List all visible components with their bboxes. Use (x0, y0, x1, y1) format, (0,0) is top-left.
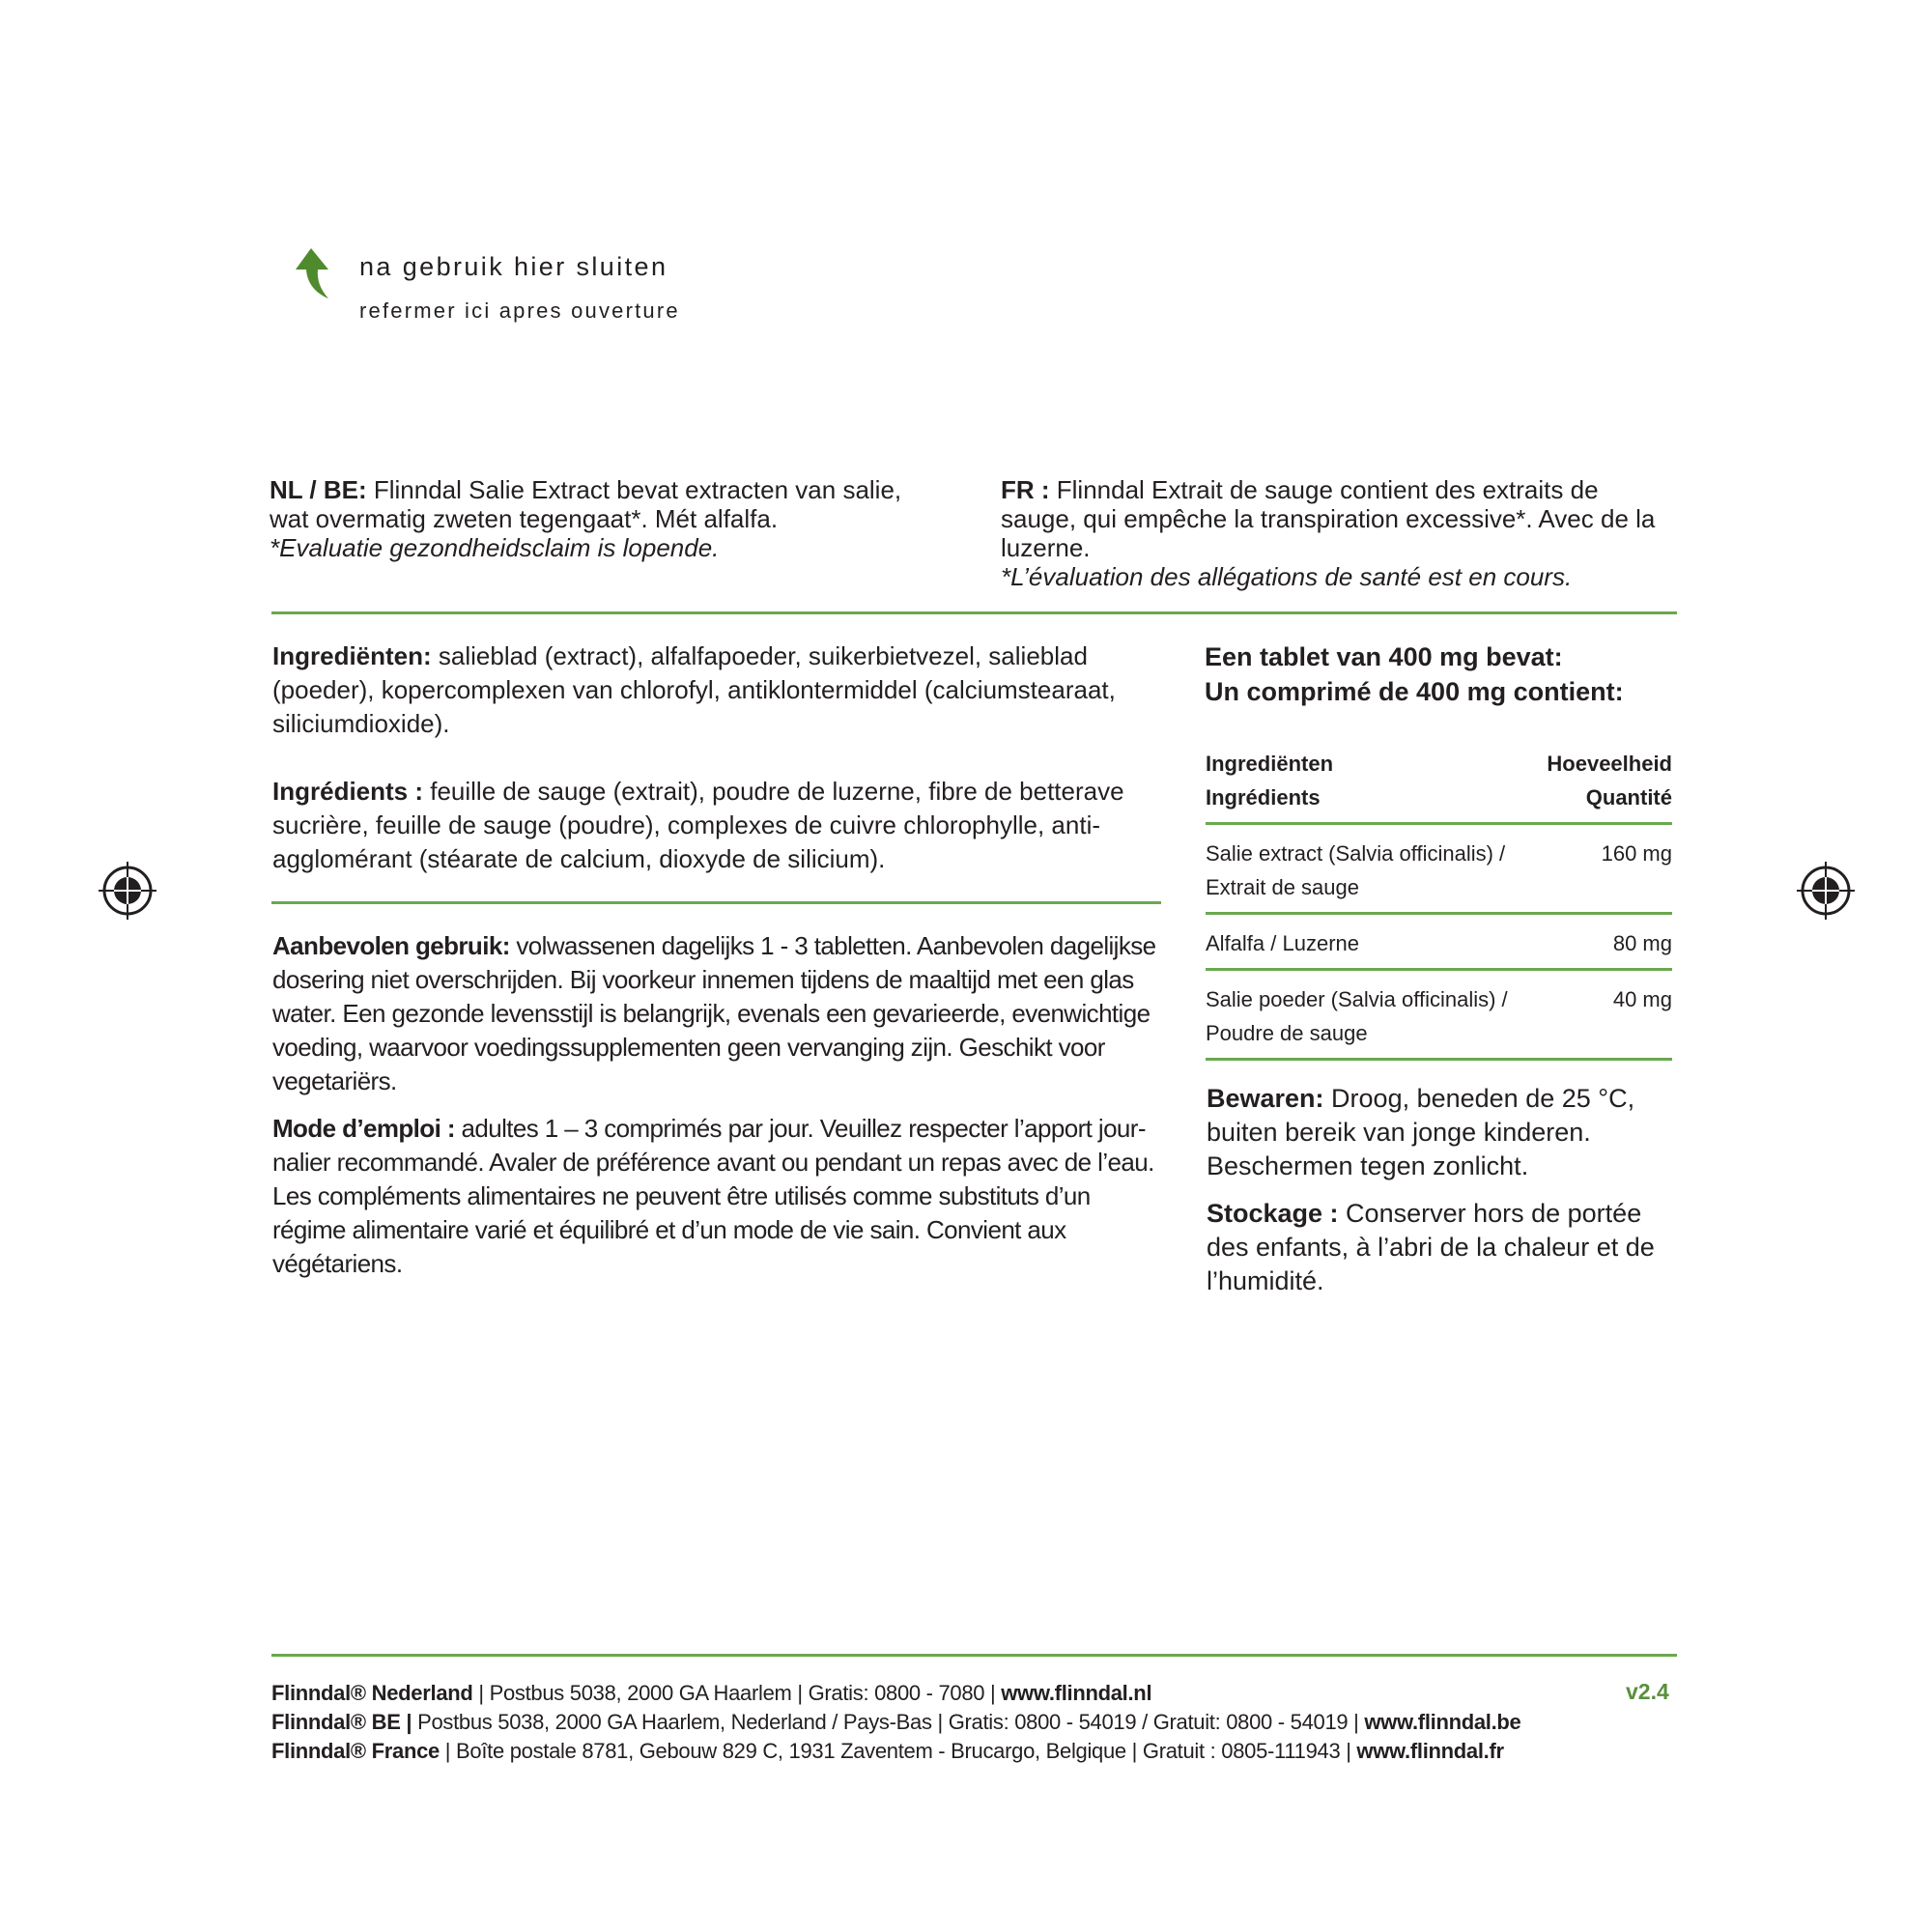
composition-table (1206, 747, 1672, 1061)
ingredients-section (272, 639, 1166, 876)
intro-fr-text: Flinndal Extrait de sauge contient des extraits de sauge, qui empêche la transpiration excessive*. Avec de la luzerne. (1001, 475, 1656, 562)
footer-brand-be: Flinndal® BE | (271, 1710, 412, 1734)
storage-nl-text: Droog, beneden de 25 °C, buiten bereik van jonge kinderen. Beschermen tegen zonlicht. (1207, 1084, 1635, 1180)
column-ingredient-header (1206, 747, 1535, 824)
footer-brand-nl: Flinndal® Nederland (271, 1681, 473, 1705)
composition-table-wrap (1206, 747, 1672, 1061)
ingredients-nl-label: Ingrediënten: (272, 641, 432, 670)
table-row (1206, 824, 1672, 914)
table-header-row (1206, 747, 1672, 824)
column-quantity-nl: Hoeveelheid (1547, 752, 1672, 776)
usage-section (272, 929, 1166, 1281)
ingredients-fr-text: feuille de sauge (extrait), poudre de luzerne, fibre de betterave sucrière, feuille de sauge (poudre), complexes de cuivre chlorophylle, anti-agglomérant (stéarate de calcium, dioxyde de silicium). (272, 777, 1124, 873)
table-cell-ingredient (1206, 914, 1535, 970)
column-quantity-fr: Quantité (1585, 785, 1672, 810)
footer-line-be (271, 1708, 1521, 1737)
curved-arrow-up-icon (290, 246, 332, 300)
ingredients-nl-text: salieblad (extract), alfalfapoeder, suikerbietvezel, salieblad (poeder), kopercomplexen van chlorofyl, antiklontermiddel (calciumstearaat, siliciumdioxide). (272, 641, 1116, 738)
usage-nl-text: volwassenen dagelijks 1 - 3 tabletten. Aanbevolen dagelijkse dosering niet overschrijden. Bij voorkeur innemen tijdens de maaltijd met een glas water. Een gezonde levensstijl is belangrijk, evenals een gevarieerde, evenwichtige voeding, waarvoor voedingssupplementen geen vervanging zijn. Geschikt voor vegetariërs. (272, 931, 1156, 1095)
ingredients-nl (272, 639, 1166, 741)
footer-contacts (271, 1679, 1521, 1766)
registration-mark-right-icon (1795, 860, 1857, 922)
usage-fr (272, 1112, 1166, 1281)
divider-middle (271, 901, 1161, 904)
tablet-heading (1205, 639, 1688, 709)
footer-link-nl[interactable]: www.flinndal.nl (1001, 1681, 1152, 1705)
table-cell-quantity: 160 mg (1601, 841, 1672, 866)
ingredient-name-line2: Poudre de sauge (1206, 1021, 1368, 1045)
table-cell-quantity: 40 mg (1612, 987, 1672, 1011)
footer-line-fr (271, 1737, 1521, 1766)
version-label: v2.4 (1626, 1679, 1669, 1704)
intro-fr (1001, 475, 1658, 591)
intro-nl-text: Flinndal Salie Extract bevat extracten van salie, wat overmatig zweten tegengaat*. Mét alfalfa. (270, 475, 902, 533)
tablet-heading-nl: Een tablet van 400 mg bevat: (1205, 642, 1563, 671)
divider-footer (271, 1654, 1677, 1657)
ingredient-name-line1: Alfalfa / Luzerne (1206, 931, 1359, 955)
table-cell-quantity: 80 mg (1612, 931, 1672, 955)
footer-address-fr: | Boîte postale 8781, Gebouw 829 C, 1931 Zaventem - Brucargo, Belgique | Gratuit : 0805-111943 | (440, 1739, 1357, 1763)
footer-link-fr[interactable]: www.flinndal.fr (1356, 1739, 1504, 1763)
ingredients-fr-label: Ingrédients : (272, 777, 424, 806)
storage-fr-text: Conserver hors de portée des enfants, à l’abri de la chaleur et de l’humidité. (1207, 1199, 1655, 1295)
ingredients-fr (272, 775, 1166, 876)
table-row (1206, 970, 1672, 1060)
intro-fr-note: *L’évaluation des allégations de santé est en cours. (1001, 562, 1573, 591)
intro-fr-label: FR : (1001, 475, 1050, 504)
divider-top (271, 611, 1677, 614)
intro-nl-note: *Evaluatie gezondheidsclaim is lopende. (270, 533, 720, 562)
footer-link-be[interactable]: www.flinndal.be (1364, 1710, 1521, 1734)
column-ingredient-fr: Ingrédients (1206, 785, 1321, 810)
storage-section (1207, 1082, 1670, 1312)
intro-nl (270, 475, 946, 562)
storage-nl-label: Bewaren: (1207, 1084, 1324, 1113)
table-row (1206, 914, 1672, 970)
usage-nl (272, 929, 1166, 1098)
table-cell-ingredient (1206, 970, 1535, 1060)
close-hint-fr: refermer ici apres ouverture (359, 298, 680, 323)
footer-line-nl (271, 1679, 1521, 1708)
tablet-heading-fr: Un comprimé de 400 mg contient: (1205, 677, 1624, 706)
footer-brand-fr: Flinndal® France (271, 1739, 440, 1763)
registration-mark-left-icon (97, 860, 158, 922)
intro-nl-label: NL / BE: (270, 475, 367, 504)
ingredient-name-line1: Salie poeder (Salvia officinalis) / (1206, 987, 1508, 1011)
ingredient-name-line1: Salie extract (Salvia officinalis) / (1206, 841, 1506, 866)
footer-address-nl: | Postbus 5038, 2000 GA Haarlem | Gratis: 0800 - 7080 | (472, 1681, 1002, 1705)
column-quantity-header (1535, 747, 1672, 824)
usage-fr-label: Mode d’emploi : (272, 1114, 455, 1143)
storage-fr-label: Stockage : (1207, 1199, 1339, 1228)
close-hint-nl: na gebruik hier sluiten (359, 252, 668, 281)
storage-fr (1207, 1197, 1670, 1298)
usage-fr-text: adultes 1 – 3 comprimés par jour. Veuillez respecter l’apport jour- nalier recommandé. Avaler de préférence avant ou pendant un repas avec de l’eau. Les compléments alimentaires ne peuvent être utilisés comme substituts d’un régime alimentaire varié et équilibré et d’un mode de vie sain. Convient aux végétariens. (272, 1114, 1154, 1278)
table-cell-ingredient (1206, 824, 1535, 914)
footer-address-be: Postbus 5038, 2000 GA Haarlem, Nederland / Pays-Bas | Gratis: 0800 - 54019 / Gratuit: 0800 - 54019 | (412, 1710, 1365, 1734)
usage-nl-label: Aanbevolen gebruik: (272, 931, 510, 960)
storage-nl (1207, 1082, 1670, 1183)
column-ingredient-nl: Ingrediënten (1206, 752, 1334, 776)
ingredient-name-line2: Extrait de sauge (1206, 875, 1359, 899)
